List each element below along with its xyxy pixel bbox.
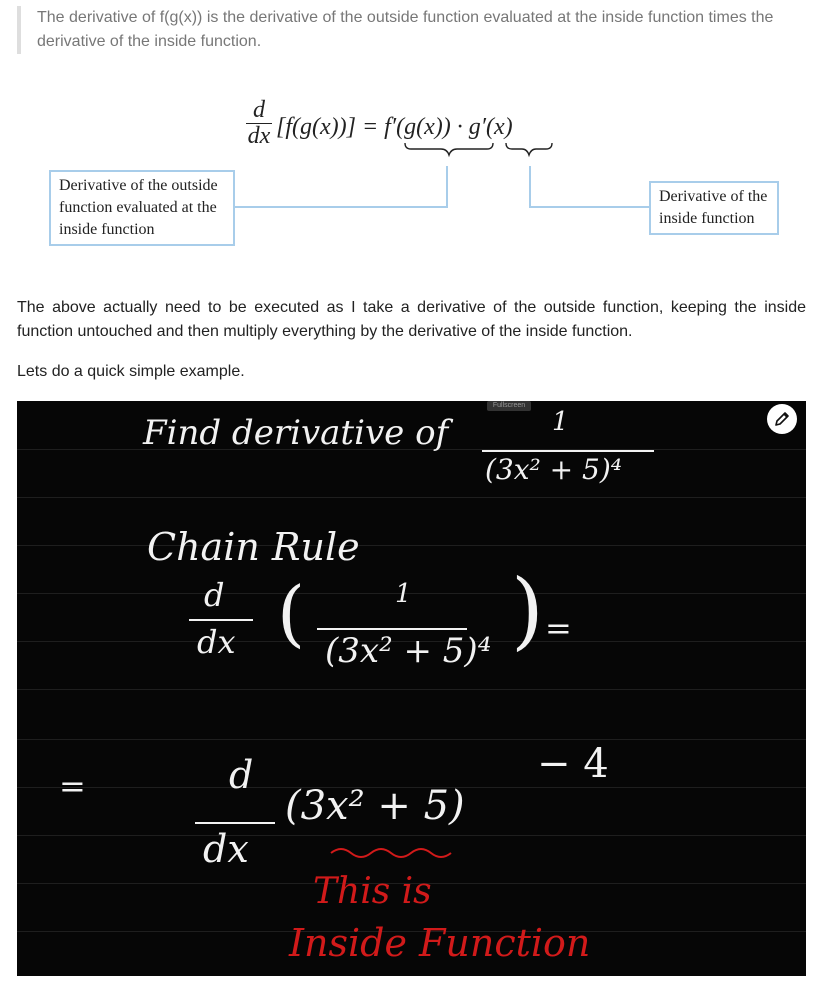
intro-blockquote (17, 6, 817, 54)
explanation-paragraph: The above actually need to be executed as I take a derivative of the outside function, keeping the inside function untouched and then multiply everything by the derivative of the inside function. (17, 299, 806, 340)
inside-connector (530, 166, 651, 207)
problem-numerator: 1 (552, 407, 569, 437)
step2-equals: = (59, 767, 86, 805)
step1-denominator: dx (197, 623, 236, 661)
board-rule-line (17, 835, 806, 836)
formula-derivative-operator (244, 98, 274, 148)
annotation-line2: Inside Function (289, 921, 591, 965)
example-intro-paragraph: Lets do a quick simple example. (17, 363, 245, 380)
formula-expression: [f(g(x))] = f′(g(x)) · g′(x) (276, 114, 513, 140)
step1-fraction-bar (189, 618, 259, 622)
chain-rule-diagram (0, 88, 817, 258)
step1-inner-denominator: (3x² + 5)⁴ (325, 631, 492, 671)
step1-numerator: d (204, 576, 225, 614)
fullscreen-badge[interactable]: Fullscreen (487, 401, 531, 411)
annotation-line1: This is (313, 871, 432, 912)
problem-text: Find derivative of (143, 413, 449, 453)
edit-button[interactable] (767, 404, 797, 434)
board-rule-line (17, 545, 806, 546)
handwritten-board-image (17, 401, 806, 976)
step2-exponent: − 4 (537, 741, 609, 787)
formula-numerator: d (253, 97, 265, 123)
board-rule-line (17, 739, 806, 740)
step1-inner-numerator: 1 (395, 579, 412, 609)
outside-underbrace (405, 143, 493, 155)
problem-denominator: (3x² + 5)⁴ (485, 453, 622, 486)
board-rule-line (17, 497, 806, 498)
step2-body: (3x² + 5) (285, 783, 465, 829)
outside-connector (233, 166, 447, 207)
outside-callout-text: Derivative of the outside function evaluated at the inside function (59, 177, 218, 238)
pencil-icon (773, 410, 791, 428)
step2-fraction-bar (195, 821, 281, 825)
inside-callout-text: Derivative of the inside function (659, 188, 768, 227)
step1-equals: = (545, 609, 572, 647)
board-rule-line (17, 689, 806, 690)
intro-quote-text: The derivative of f(g(x)) is the derivative of the outside function evaluated at the inside function times the derivative of the inside function. (37, 9, 774, 50)
step1-close-paren: ) (511, 561, 544, 659)
inside-function-underline (329, 841, 469, 861)
inside-underbrace (506, 143, 552, 155)
inside-derivative-callout (649, 181, 779, 235)
outside-derivative-callout (49, 170, 235, 246)
chain-rule-heading: Chain Rule (147, 525, 360, 569)
step1-open-paren: ( (277, 571, 306, 655)
formula-denominator: dx (247, 123, 271, 149)
step2-numerator: d (229, 753, 254, 797)
step2-denominator: dx (203, 827, 249, 871)
